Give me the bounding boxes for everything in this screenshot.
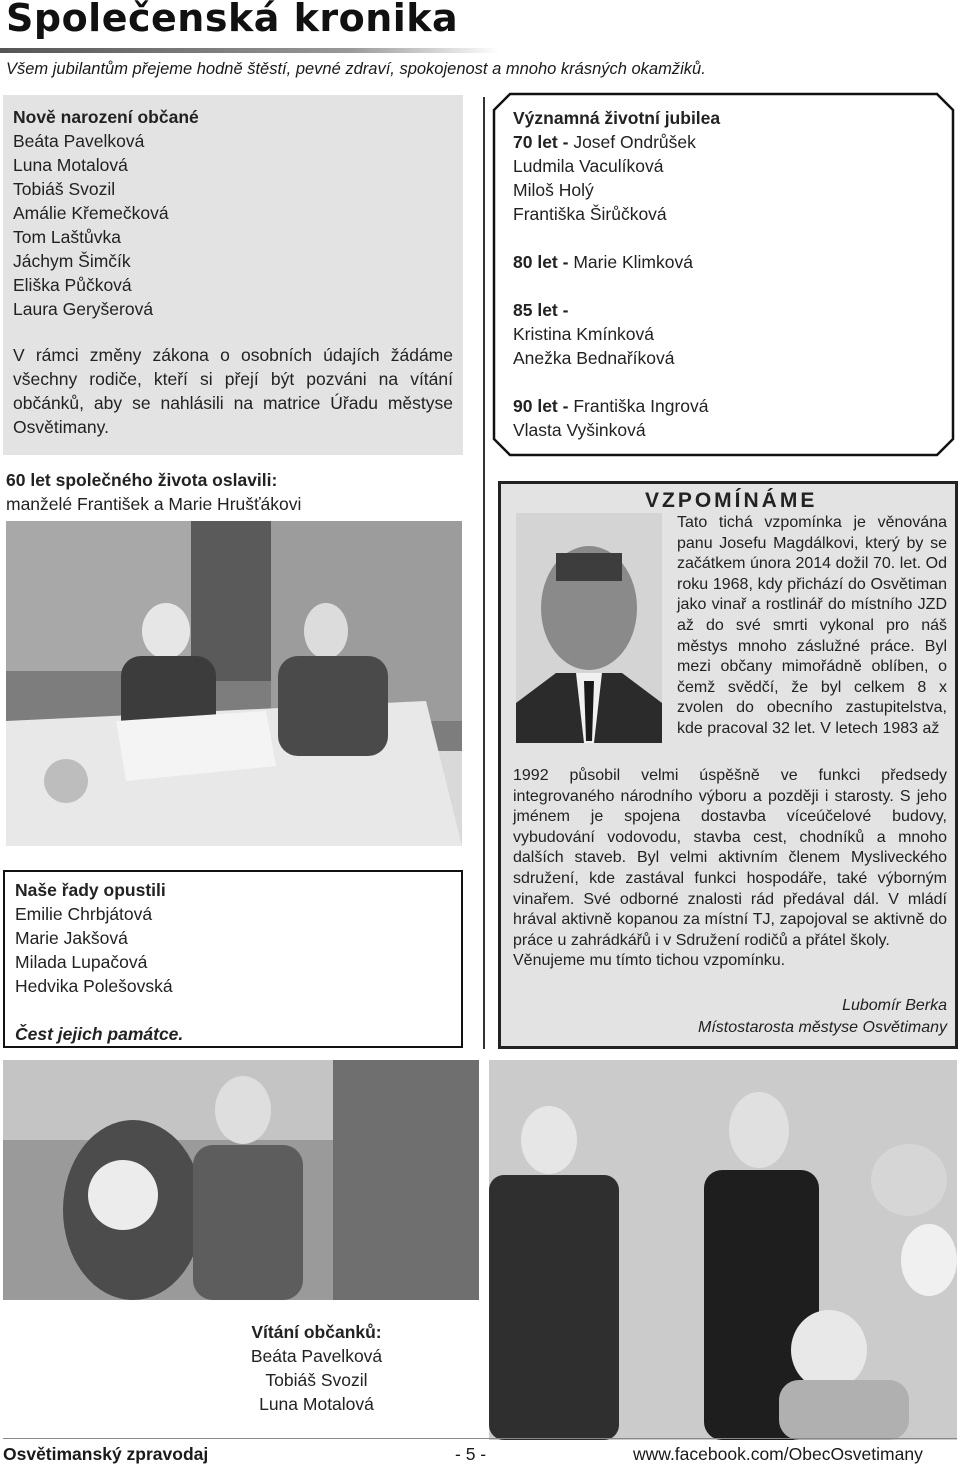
jubilee-name: Františka Ingrová bbox=[573, 396, 709, 416]
newborns-heading: Nově narození občané bbox=[13, 107, 199, 127]
newborn-name: Laura Geryšerová bbox=[13, 299, 154, 319]
newborn-name: Luna Motalová bbox=[13, 155, 128, 175]
newborn-name: Beáta Pavelková bbox=[13, 131, 145, 151]
jubilee-row bbox=[513, 298, 943, 322]
memorial-text-full bbox=[513, 766, 947, 972]
title-underline bbox=[0, 48, 500, 53]
jubilees-content bbox=[513, 106, 943, 442]
welcome-caption bbox=[200, 1320, 433, 1416]
jubilee-age: 70 let - bbox=[513, 132, 569, 152]
jubilee-name: Josef Ondrůšek bbox=[573, 132, 696, 152]
anniversary-names: manželé František a Marie Hrušťákovi bbox=[6, 494, 302, 514]
deceased-name: Emilie Chrbjátová bbox=[15, 904, 153, 924]
memorial-author: Lubomír Berka bbox=[842, 997, 947, 1014]
newborns-notice: V rámci změny zákona o osobních údajích žádáme všechny rodiče, kteří si přejí být pozváni na vítání občánků, aby se nahlásili na matrice Úřadu městyse Osvětimany. bbox=[13, 345, 453, 437]
jubilee-row bbox=[513, 130, 943, 154]
jubilees-heading: Významná životní jubilea bbox=[513, 108, 721, 128]
newborns-list bbox=[13, 129, 453, 321]
jubilee-row bbox=[513, 394, 943, 418]
deceased-heading: Naše řady opustili bbox=[15, 880, 166, 900]
welcome-photo-left bbox=[3, 1060, 479, 1300]
jubilee-age: 90 let - bbox=[513, 396, 569, 416]
memorial-heading: VZPOMÍNÁME bbox=[645, 489, 818, 512]
jubilee-name: Kristina Kmínková bbox=[513, 324, 655, 344]
newborn-name: Amálie Křemečková bbox=[13, 203, 169, 223]
anniversary-couple-photo bbox=[6, 521, 462, 846]
jubilee-name: Anežka Bednaříková bbox=[513, 348, 675, 368]
welcome-name: Tobiáš Svozil bbox=[265, 1370, 368, 1390]
page-title: Společenská kronika bbox=[6, 0, 459, 40]
memorial-portrait bbox=[516, 513, 662, 743]
column-divider bbox=[483, 97, 485, 1049]
jubilee-age: 80 let - bbox=[513, 252, 569, 272]
deceased-closing: Čest jejich památce. bbox=[15, 1024, 184, 1044]
newborn-name: Eliška Půčková bbox=[13, 275, 132, 295]
newborn-name: Tom Laštůvka bbox=[13, 227, 121, 247]
jubilee-row bbox=[513, 250, 943, 274]
welcome-heading: Vítání občanků: bbox=[251, 1322, 382, 1342]
deceased-name: Milada Lupačová bbox=[15, 952, 148, 972]
memorial-text-body: 1992 působil velmi úspěšně ve funkci předsedy integrovaného národního výboru a později i starosty. S jeho jménem je spojena dostavba víceúčelové budovy, vybudování vodovodu, stavba cest, chodníků a mnoho dalších staveb. Byl velmi aktivním členem Mysliveckého sdružení, kde zastával funkci hospodáře, také výborným vinařem. Své odborné znalosti rád předával dál. V mládí hrával aktivně kopanou za místní TJ, zapojoval se aktivně do práce u zahrádkářů i v Sdružení rodičů a přátel školy. bbox=[513, 767, 947, 949]
welcome-name: Luna Motalová bbox=[259, 1394, 374, 1414]
jubilee-name: Ludmila Vaculíková bbox=[513, 156, 664, 176]
jubilee-name: Vlasta Vyšinková bbox=[513, 420, 646, 440]
memorial-signature bbox=[600, 995, 947, 1039]
jubilee-age: 85 let - bbox=[513, 300, 569, 320]
newborn-name: Jáchym Šimčík bbox=[13, 251, 131, 271]
page-subtitle: Všem jubilantům přejeme hodně štěstí, pevné zdraví, spokojenost a mnoho krásných okamžiků. bbox=[6, 60, 706, 78]
anniversary-heading: 60 let společného života oslavili: bbox=[6, 470, 278, 490]
newborns-box bbox=[3, 95, 463, 455]
deceased-box bbox=[3, 870, 463, 1048]
jubilee-name: Františka Širůčková bbox=[513, 204, 667, 224]
deceased-name: Hedvika Polešovská bbox=[15, 976, 173, 996]
memorial-author-role: Místostarosta městyse Osvětimany bbox=[698, 1019, 947, 1036]
footer-link[interactable]: www.facebook.com/ObecOsvetimany bbox=[633, 1444, 923, 1464]
deceased-name: Marie Jakšová bbox=[15, 928, 128, 948]
footer-rule bbox=[3, 1438, 957, 1439]
footer-page-number: - 5 - bbox=[455, 1444, 487, 1464]
memorial-text-right: Tato tichá vzpomínka je věnována panu Josefu Magdálkovi, který by se začátkem února 2014 dožil 70. let. Od roku 1968, kdy přichází do Osvětiman jako vinař a rostlinář do místního JZD až do své smrti vykonal pro náš městys mnoho záslužné práce. Byl mezi občany mimořádně oblíben, o čemž svědčí, že byl celkem 8 x zvolen do obecního zastupitelstva, kde pracoval 32 let. V letech 1983 až bbox=[677, 514, 947, 737]
welcome-photo-right bbox=[489, 1060, 957, 1440]
newborn-name: Tobiáš Svozil bbox=[13, 179, 116, 199]
jubilee-name: Miloš Holý bbox=[513, 180, 594, 200]
welcome-name: Beáta Pavelková bbox=[250, 1346, 383, 1366]
memorial-closing: Věnujeme mu tímto tichou vzpomínku. bbox=[513, 952, 786, 970]
jubilee-name: Marie Klimková bbox=[573, 252, 693, 272]
footer-publication: Osvětimanský zpravodaj bbox=[3, 1444, 209, 1464]
